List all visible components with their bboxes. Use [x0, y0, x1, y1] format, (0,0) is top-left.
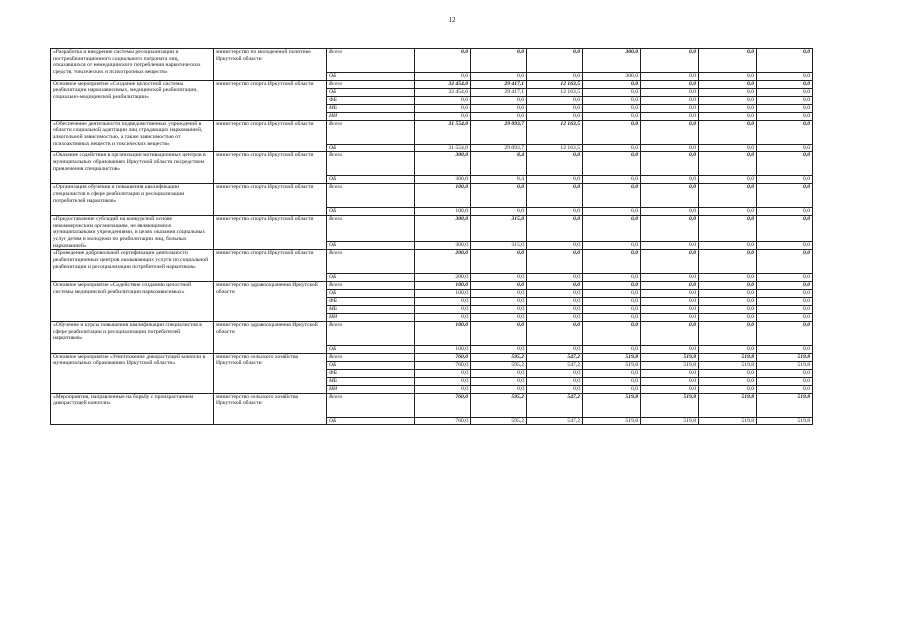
- funding-value: 0,0: [757, 250, 813, 274]
- funding-value: 0,0: [415, 306, 471, 314]
- funding-value: 12 163,5: [527, 144, 583, 152]
- funding-value: 0,0: [471, 298, 527, 306]
- funding-value: 0,0: [699, 369, 757, 377]
- funding-value: 300,0: [415, 176, 471, 184]
- funding-value: 547,2: [527, 353, 583, 361]
- funding-value: 0,0: [471, 274, 527, 282]
- funding-value: 100,0: [415, 184, 471, 208]
- funding-value: 0,0: [699, 241, 757, 249]
- funding-source: Всего: [327, 282, 415, 290]
- funding-value: 0,0: [471, 104, 527, 112]
- funding-value: 519,8: [583, 361, 641, 369]
- funding-table: [50, 48, 813, 425]
- funding-value: 0,0: [641, 73, 699, 81]
- funding-value: 0,0: [583, 298, 641, 306]
- funding-value: 315,0: [471, 241, 527, 249]
- funding-value: 519,8: [757, 393, 813, 417]
- funding-value: 12 163,5: [527, 120, 583, 144]
- funding-value: 0,0: [641, 112, 699, 120]
- funding-source: МБ: [327, 377, 415, 385]
- funding-value: 0,0: [641, 184, 699, 208]
- funding-value: 0,0: [583, 112, 641, 120]
- funding-source: Всего: [327, 215, 415, 241]
- funding-value: 0,0: [527, 215, 583, 241]
- funding-value: 0,0: [641, 120, 699, 144]
- funding-value: 12 163,5: [527, 80, 583, 88]
- responsible-executor: министерство сельского хозяйства Иркутской области: [214, 353, 327, 393]
- funding-value: 0,0: [699, 120, 757, 144]
- funding-value: 0,0: [583, 346, 641, 354]
- funding-source: Всего: [327, 250, 415, 274]
- funding-source: ОБ: [327, 241, 415, 249]
- funding-value: 0,0: [699, 250, 757, 274]
- funding-value: 0,0: [583, 282, 641, 290]
- funding-source: Всего: [327, 322, 415, 346]
- funding-value: 0,0: [757, 314, 813, 322]
- funding-value: 547,2: [527, 361, 583, 369]
- funding-value: 300,0: [415, 241, 471, 249]
- funding-value: 0,0: [583, 314, 641, 322]
- funding-value: 0,0: [641, 306, 699, 314]
- funding-value: 0,0: [699, 88, 757, 96]
- funding-source: ИИ: [327, 112, 415, 120]
- funding-value: 519,8: [641, 361, 699, 369]
- funding-value: 0,0: [527, 322, 583, 346]
- funding-value: 0,0: [641, 241, 699, 249]
- funding-value: 0,0: [641, 385, 699, 393]
- funding-value: 0,0: [641, 346, 699, 354]
- funding-value: 547,2: [527, 417, 583, 425]
- funding-value: 519,8: [583, 353, 641, 361]
- funding-value: 100,0: [415, 282, 471, 290]
- funding-source: ОБ: [327, 290, 415, 298]
- funding-value: 0,0: [641, 322, 699, 346]
- funding-value: 0,0: [527, 104, 583, 112]
- funding-value: 0,0: [757, 322, 813, 346]
- funding-value: 0,0: [641, 88, 699, 96]
- funding-value: 0,0: [757, 298, 813, 306]
- funding-value: 595,2: [471, 393, 527, 417]
- funding-value: 0,0: [415, 73, 471, 81]
- funding-value: 0,0: [699, 104, 757, 112]
- funding-value: 0,0: [757, 144, 813, 152]
- funding-value: 0,0: [757, 80, 813, 88]
- funding-value: 0,0: [699, 184, 757, 208]
- funding-value: 0,0: [471, 385, 527, 393]
- funding-value: 0,0: [471, 49, 527, 73]
- funding-source: ИИ: [327, 314, 415, 322]
- responsible-executor: министерство здравоохранения Иркутской области: [214, 322, 327, 354]
- funding-value: 0,0: [415, 369, 471, 377]
- funding-value: 519,8: [699, 353, 757, 361]
- funding-value: 0,0: [699, 144, 757, 152]
- funding-value: 32 454,0: [415, 88, 471, 96]
- table-row: [51, 120, 813, 144]
- funding-source: ОБ: [327, 73, 415, 81]
- activity-name: «Обучение и курсы повышения квалификации специалистов в сфере реабилитации и ресоциализации потребителей наркотиков»: [51, 322, 214, 354]
- funding-value: 760,0: [415, 393, 471, 417]
- funding-value: 0,0: [641, 176, 699, 184]
- funding-value: 519,8: [583, 393, 641, 417]
- funding-value: 0,0: [583, 290, 641, 298]
- funding-value: 0,0: [583, 152, 641, 176]
- funding-value: 595,2: [471, 361, 527, 369]
- funding-value: 0,0: [471, 73, 527, 81]
- activity-name: «Обеспечение деятельности подведомственных учреждений в области социальной адаптации лиц страдающих наркоманией, алкогольной зависимостью, а также зависимостью от психоактивных веществ и токсических веществ»: [51, 120, 214, 152]
- funding-value: 300,0: [415, 215, 471, 241]
- table-row: [51, 49, 813, 73]
- responsible-executor: министерство спорта Иркутской области: [214, 184, 327, 216]
- funding-source: Всего: [327, 80, 415, 88]
- funding-source: ОБ: [327, 144, 415, 152]
- funding-value: 0,0: [699, 314, 757, 322]
- funding-value: 0,0: [699, 322, 757, 346]
- funding-source: ОБ: [327, 88, 415, 96]
- funding-value: 29 417,1: [471, 80, 527, 88]
- funding-value: 29 417,1: [471, 88, 527, 96]
- funding-value: 0,0: [527, 298, 583, 306]
- funding-value: 0,0: [471, 290, 527, 298]
- funding-value: 0,0: [583, 208, 641, 216]
- funding-value: 595,2: [471, 353, 527, 361]
- funding-value: 0,0: [641, 250, 699, 274]
- responsible-executor: министерство сельского хозяйства Иркутской области: [214, 393, 327, 425]
- funding-value: 0,0: [471, 346, 527, 354]
- funding-value: 0,0: [527, 306, 583, 314]
- funding-source: Всего: [327, 152, 415, 176]
- funding-value: 300,0: [415, 152, 471, 176]
- funding-value: 100,0: [415, 290, 471, 298]
- funding-value: 519,8: [583, 417, 641, 425]
- activity-name: «Организация обучения и повышения квалификации специалистов в сфере реабилитации и ресоциализации потребителей наркотиков»: [51, 184, 214, 216]
- activity-name: «Оказание содействия в организации мотивационных центров в муниципальных образованиях Иркутской области посредством привлечения специалистов»: [51, 152, 214, 184]
- funding-value: 760,0: [415, 417, 471, 425]
- funding-value: 519,8: [699, 393, 757, 417]
- funding-value: 519,8: [757, 353, 813, 361]
- funding-value: 200,0: [415, 274, 471, 282]
- funding-value: 0,0: [757, 88, 813, 96]
- funding-value: 0,0: [527, 152, 583, 176]
- funding-value: 0,0: [527, 346, 583, 354]
- funding-value: 0,0: [641, 298, 699, 306]
- table-row: [51, 152, 813, 176]
- table-row: [51, 250, 813, 274]
- responsible-executor: министерство спорта Иркутской области: [214, 215, 327, 250]
- funding-source: ОБ: [327, 208, 415, 216]
- funding-value: 0,0: [471, 96, 527, 104]
- funding-value: 519,8: [757, 361, 813, 369]
- funding-value: 0,0: [471, 184, 527, 208]
- funding-value: 0,0: [415, 96, 471, 104]
- funding-value: 0,0: [757, 208, 813, 216]
- funding-value: 519,8: [641, 353, 699, 361]
- table-row: [51, 322, 813, 346]
- table-body: [51, 49, 813, 425]
- funding-value: 0,0: [757, 306, 813, 314]
- activity-name: «Предоставление субсидий на конкурсной основе некоммерческим организациям, не являющимися муниципальными учреждениями, в целях оказания социальных услуг детям и молодежи по реабилитации лиц, больных наркоманией»: [51, 215, 214, 250]
- funding-value: 0,0: [757, 274, 813, 282]
- funding-value: 0,0: [641, 80, 699, 88]
- funding-value: 0,0: [583, 184, 641, 208]
- funding-value: 0,0: [583, 176, 641, 184]
- funding-value: 0,0: [757, 385, 813, 393]
- table-row: [51, 215, 813, 241]
- funding-value: 0,0: [757, 152, 813, 176]
- funding-value: 0,0: [527, 208, 583, 216]
- table-row: [51, 393, 813, 417]
- funding-value: 0,0: [583, 120, 641, 144]
- funding-value: 0,0: [527, 49, 583, 73]
- funding-value: 0,0: [641, 144, 699, 152]
- funding-value: 0,0: [471, 250, 527, 274]
- funding-value: 0,0: [415, 377, 471, 385]
- funding-value: 0,0: [699, 152, 757, 176]
- funding-value: 760,0: [415, 361, 471, 369]
- funding-value: 0,0: [583, 385, 641, 393]
- funding-value: 0,0: [527, 290, 583, 298]
- funding-value: 595,2: [471, 417, 527, 425]
- table-row: [51, 80, 813, 88]
- funding-value: 0,0: [699, 385, 757, 393]
- funding-value: 100,0: [415, 322, 471, 346]
- funding-source: МБ: [327, 104, 415, 112]
- funding-value: 0,0: [415, 385, 471, 393]
- funding-value: 0,0: [699, 282, 757, 290]
- funding-value: 0,0: [641, 314, 699, 322]
- funding-value: 0,0: [527, 96, 583, 104]
- table-row: [51, 282, 813, 290]
- activity-name: Основное мероприятие «Содействие созданию целостной системы медицинской реабилитации наркозависимых»: [51, 282, 214, 322]
- funding-value: 547,2: [527, 393, 583, 417]
- funding-value: 0,0: [641, 208, 699, 216]
- funding-value: 0,0: [757, 96, 813, 104]
- funding-value: 0,0: [641, 152, 699, 176]
- funding-source: ФБ: [327, 298, 415, 306]
- responsible-executor: министерство здравоохранения Иркутской области: [214, 282, 327, 322]
- funding-value: 0,0: [583, 241, 641, 249]
- funding-value: 0,0: [527, 274, 583, 282]
- funding-source: Всего: [327, 120, 415, 144]
- funding-value: 0,0: [699, 208, 757, 216]
- funding-value: 0,0: [415, 314, 471, 322]
- funding-value: 0,0: [471, 112, 527, 120]
- funding-source: ОБ: [327, 346, 415, 354]
- page-number: 12: [448, 16, 456, 24]
- funding-value: 0,0: [527, 282, 583, 290]
- funding-value: 0,0: [699, 274, 757, 282]
- funding-value: 31 554,0: [415, 144, 471, 152]
- funding-source: ОБ: [327, 361, 415, 369]
- activity-name: Основное мероприятие «Уничтожение дикорастущей конопли в муниципальных образованиях Иркутской области»: [51, 353, 214, 393]
- funding-value: 0,0: [757, 49, 813, 73]
- responsible-executor: министерство по молодежной политике Иркутской области: [214, 49, 327, 81]
- funding-value: 0,0: [583, 96, 641, 104]
- funding-value: 0,0: [527, 385, 583, 393]
- funding-source: ОБ: [327, 274, 415, 282]
- funding-value: 200,0: [415, 250, 471, 274]
- funding-value: 0,0: [641, 49, 699, 73]
- funding-value: 0,0: [757, 73, 813, 81]
- funding-value: 0,0: [583, 306, 641, 314]
- funding-value: 0,0: [757, 120, 813, 144]
- activity-name: «Мероприятия, направленные на борьбу с произрастанием дикорастущей конопли»: [51, 393, 214, 425]
- funding-value: 0,0: [699, 49, 757, 73]
- funding-value: 0,0: [527, 73, 583, 81]
- funding-value: 0,0: [641, 96, 699, 104]
- funding-value: 0,0: [527, 314, 583, 322]
- funding-value: 0,0: [471, 208, 527, 216]
- funding-value: 0,0: [757, 112, 813, 120]
- funding-value: 0,0: [583, 377, 641, 385]
- funding-value: 0,0: [757, 176, 813, 184]
- funding-value: 0,0: [757, 377, 813, 385]
- funding-value: 0,0: [583, 88, 641, 96]
- funding-value: 0,0: [641, 274, 699, 282]
- funding-value: 0,0: [583, 80, 641, 88]
- funding-value: 0,0: [527, 176, 583, 184]
- funding-value: 0,0: [757, 215, 813, 241]
- table-row: [51, 184, 813, 208]
- funding-value: 29 093,7: [471, 144, 527, 152]
- funding-value: 315,0: [471, 215, 527, 241]
- table-row: [51, 353, 813, 361]
- funding-value: 0,0: [471, 306, 527, 314]
- funding-value: 0,0: [699, 80, 757, 88]
- funding-value: 0,0: [699, 306, 757, 314]
- funding-value: 0,0: [757, 369, 813, 377]
- funding-value: 0,0: [527, 184, 583, 208]
- funding-value: 0,0: [527, 250, 583, 274]
- funding-value: 0,0: [757, 346, 813, 354]
- funding-value: 0,0: [699, 298, 757, 306]
- funding-value: 519,8: [699, 361, 757, 369]
- funding-value: 0,0: [757, 290, 813, 298]
- funding-value: 100,0: [415, 208, 471, 216]
- funding-value: 0,0: [471, 314, 527, 322]
- funding-value: 32 454,0: [415, 80, 471, 88]
- funding-value: 0,0: [699, 96, 757, 104]
- funding-value: 0,0: [527, 241, 583, 249]
- funding-value: 0,0: [641, 104, 699, 112]
- funding-value: 0,0: [757, 282, 813, 290]
- funding-value: 0,0: [699, 176, 757, 184]
- responsible-executor: министерство спорта Иркутской области: [214, 250, 327, 282]
- funding-value: 12 163,5: [527, 88, 583, 96]
- funding-value: 0,0: [699, 215, 757, 241]
- funding-value: 0,0: [415, 49, 471, 73]
- funding-value: 0,0: [641, 377, 699, 385]
- activity-name: «Разработка и внедрение системы ресоциализации и постреабилитационного социального патроната лиц, отказавшихся от немедицинского потребления наркотических средств, токсических и психотропных веществ»: [51, 49, 214, 81]
- funding-value: 0,0: [757, 241, 813, 249]
- funding-value: 8,4: [471, 176, 527, 184]
- funding-value: 0,0: [757, 104, 813, 112]
- funding-source: Всего: [327, 184, 415, 208]
- activity-name: «Проведение добровольной сертификации деятельности реабилитационных центров оказывающих услуги по социальной реабилитации и ресоциализации потребителей наркотиков»: [51, 250, 214, 282]
- funding-value: 0,0: [583, 369, 641, 377]
- funding-value: 0,0: [641, 282, 699, 290]
- responsible-executor: министерство спорта Иркутской области: [214, 120, 327, 152]
- funding-value: 760,0: [415, 353, 471, 361]
- funding-value: 0,0: [471, 377, 527, 385]
- funding-source: Всего: [327, 353, 415, 361]
- funding-value: 519,8: [757, 417, 813, 425]
- funding-value: 0,0: [415, 298, 471, 306]
- funding-value: 0,0: [699, 112, 757, 120]
- funding-value: 300,0: [583, 49, 641, 73]
- funding-value: 519,8: [641, 393, 699, 417]
- funding-source: ИИ: [327, 385, 415, 393]
- funding-source: Всего: [327, 393, 415, 417]
- funding-value: 0,0: [757, 184, 813, 208]
- funding-value: 100,0: [415, 346, 471, 354]
- responsible-executor: министерство спорта Иркутской области: [214, 152, 327, 184]
- funding-value: 31 554,0: [415, 120, 471, 144]
- funding-value: 519,8: [641, 417, 699, 425]
- responsible-executor: министерство спорта Иркутской области: [214, 80, 327, 120]
- funding-value: 519,8: [699, 417, 757, 425]
- funding-value: 0,0: [471, 282, 527, 290]
- funding-value: 0,0: [415, 112, 471, 120]
- funding-value: 0,0: [583, 215, 641, 241]
- funding-value: 0,0: [699, 377, 757, 385]
- funding-value: 0,0: [699, 346, 757, 354]
- funding-value: 300,0: [583, 73, 641, 81]
- funding-source: ФБ: [327, 369, 415, 377]
- funding-source: МБ: [327, 306, 415, 314]
- funding-value: 0,0: [641, 215, 699, 241]
- funding-value: 0,0: [583, 104, 641, 112]
- funding-value: 8,4: [471, 152, 527, 176]
- funding-value: 0,0: [699, 73, 757, 81]
- funding-value: 0,0: [415, 104, 471, 112]
- funding-source: ОБ: [327, 176, 415, 184]
- activity-name: Основное мероприятие «Создание целостной системы реабилитации наркозависимых, медицинской реабилитации, социально-медицинской реабилитации»: [51, 80, 214, 120]
- funding-value: 0,0: [471, 322, 527, 346]
- funding-value: 0,0: [641, 290, 699, 298]
- funding-value: 0,0: [583, 144, 641, 152]
- funding-source: ФБ: [327, 96, 415, 104]
- funding-value: 0,0: [527, 369, 583, 377]
- funding-value: 0,0: [527, 377, 583, 385]
- funding-value: 0,0: [641, 369, 699, 377]
- funding-value: 0,0: [583, 250, 641, 274]
- funding-value: 0,0: [699, 290, 757, 298]
- funding-value: 0,0: [471, 369, 527, 377]
- funding-value: 29 093,7: [471, 120, 527, 144]
- funding-value: 0,0: [583, 274, 641, 282]
- funding-value: 0,0: [583, 322, 641, 346]
- funding-source: ОБ: [327, 417, 415, 425]
- funding-source: Всего: [327, 49, 415, 73]
- funding-value: 0,0: [527, 112, 583, 120]
